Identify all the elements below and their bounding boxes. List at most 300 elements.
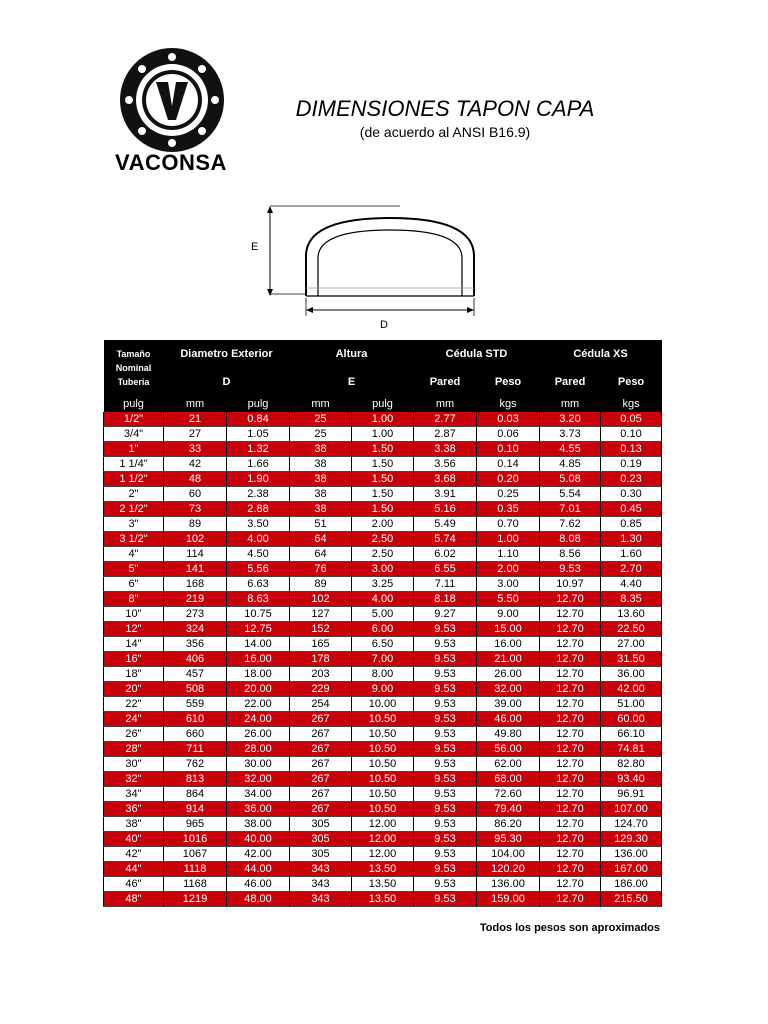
table-cell: 49.80 — [477, 727, 540, 742]
table-cell: 660 — [164, 727, 227, 742]
header-peso-xs: Peso — [601, 368, 662, 396]
table-cell: 104.00 — [477, 847, 540, 862]
table-cell: 95.30 — [477, 832, 540, 847]
table-cell: 5.54 — [540, 487, 601, 502]
table-cell: 21 — [164, 412, 227, 427]
table-row — [104, 727, 662, 742]
table-cell: 12.00 — [352, 832, 414, 847]
table-row — [104, 877, 662, 892]
table-cell: 12" — [104, 622, 164, 637]
table-cell: 22.50 — [601, 622, 662, 637]
table-cell: 3.20 — [540, 412, 601, 427]
table-cell: 3.91 — [414, 487, 477, 502]
table-cell: 3.56 — [414, 457, 477, 472]
table-cell: 1118 — [164, 862, 227, 877]
table-cell: 14.00 — [227, 637, 290, 652]
table-cell: 79.40 — [477, 802, 540, 817]
table-cell: 1 1/2" — [104, 472, 164, 487]
table-cell: 1" — [104, 442, 164, 457]
table-row — [104, 592, 662, 607]
table-cell: 18.00 — [227, 667, 290, 682]
table-cell: 48" — [104, 892, 164, 907]
table-cell: 0.10 — [601, 427, 662, 442]
table-row — [104, 577, 662, 592]
table-cell: 4.55 — [540, 442, 601, 457]
table-cell: 0.25 — [477, 487, 540, 502]
table-cell: 124.70 — [601, 817, 662, 832]
table-cell: 9.53 — [414, 742, 477, 757]
table-row — [104, 487, 662, 502]
table-cell: 32.00 — [477, 682, 540, 697]
table-cell: 267 — [290, 757, 352, 772]
cap-diagram — [240, 196, 490, 331]
page-title: DIMENSIONES TAPON CAPA — [295, 96, 595, 121]
table-cell: 273 — [164, 607, 227, 622]
table-cell: 46.00 — [477, 712, 540, 727]
table-cell: 12.70 — [540, 772, 601, 787]
table-cell: 10.50 — [352, 772, 414, 787]
brand-name: VACONSA — [115, 150, 227, 175]
table-cell: 1.50 — [352, 457, 414, 472]
table-cell: 28.00 — [227, 742, 290, 757]
table-cell: 12.70 — [540, 757, 601, 772]
table-cell: 9.53 — [414, 892, 477, 907]
table-cell: 9.53 — [414, 802, 477, 817]
table-cell: 12.70 — [540, 622, 601, 637]
table-cell: 44.00 — [227, 862, 290, 877]
table-cell: 46.00 — [227, 877, 290, 892]
table-cell: 76 — [290, 562, 352, 577]
label-e: E — [251, 241, 259, 253]
table-cell: 33 — [164, 442, 227, 457]
table-cell: 38" — [104, 817, 164, 832]
table-cell: 2.50 — [352, 547, 414, 562]
table-cell: 0.13 — [601, 442, 662, 457]
table-cell: 12.70 — [540, 892, 601, 907]
table-cell: 343 — [290, 892, 352, 907]
table-cell: 72.60 — [477, 787, 540, 802]
table-cell: 60 — [164, 487, 227, 502]
table-row — [104, 817, 662, 832]
table-cell: 24" — [104, 712, 164, 727]
table-cell: 82.80 — [601, 757, 662, 772]
table-cell: 0.05 — [601, 412, 662, 427]
table-row — [104, 457, 662, 472]
table-cell: 2.77 — [414, 412, 477, 427]
table-row — [104, 427, 662, 442]
table-cell: 10.50 — [352, 787, 414, 802]
table-cell: 68.00 — [477, 772, 540, 787]
table-cell: 4" — [104, 547, 164, 562]
unit-cell: kgs — [477, 396, 540, 412]
table-row — [104, 607, 662, 622]
table-cell: 1168 — [164, 877, 227, 892]
table-cell: 136.00 — [477, 877, 540, 892]
table-cell: 152 — [290, 622, 352, 637]
table-cell: 15.00 — [477, 622, 540, 637]
table-cell: 168 — [164, 577, 227, 592]
table-cell: 46" — [104, 877, 164, 892]
table-cell: 12.70 — [540, 592, 601, 607]
table-cell: 267 — [290, 727, 352, 742]
table-cell: 28" — [104, 742, 164, 757]
table-cell: 0.20 — [477, 472, 540, 487]
table-cell: 12.70 — [540, 607, 601, 622]
table-cell: 5.08 — [540, 472, 601, 487]
table-cell: 7.11 — [414, 577, 477, 592]
table-cell: 343 — [290, 862, 352, 877]
table-cell: 167.00 — [601, 862, 662, 877]
table-cell: 12.70 — [540, 742, 601, 757]
table-cell: 8" — [104, 592, 164, 607]
table-cell: 3" — [104, 517, 164, 532]
table-cell: 42 — [164, 457, 227, 472]
table-cell: 10.50 — [352, 757, 414, 772]
table-cell: 1.50 — [352, 487, 414, 502]
table-cell: 32" — [104, 772, 164, 787]
table-cell: 4.40 — [601, 577, 662, 592]
table-cell: 12.70 — [540, 877, 601, 892]
table-cell: 4.50 — [227, 547, 290, 562]
header-pared-xs: Pared — [540, 368, 601, 396]
table-cell: 9.53 — [414, 682, 477, 697]
table-cell: 6" — [104, 577, 164, 592]
table-cell: 12.70 — [540, 667, 601, 682]
table-cell: 229 — [290, 682, 352, 697]
table-cell: 0.06 — [477, 427, 540, 442]
table-cell: 89 — [164, 517, 227, 532]
table-cell: 9.53 — [414, 622, 477, 637]
table-cell: 38.00 — [227, 817, 290, 832]
table-cell: 30.00 — [227, 757, 290, 772]
table-cell: 1.90 — [227, 472, 290, 487]
table-cell: 1.60 — [601, 547, 662, 562]
table-cell: 0.70 — [477, 517, 540, 532]
table-cell: 13.50 — [352, 862, 414, 877]
table-cell: 1.32 — [227, 442, 290, 457]
table-cell: 120.20 — [477, 862, 540, 877]
table-cell: 762 — [164, 757, 227, 772]
table-cell: 60.00 — [601, 712, 662, 727]
table-cell: 13.50 — [352, 892, 414, 907]
table-cell: 3.73 — [540, 427, 601, 442]
table-cell: 5" — [104, 562, 164, 577]
table-cell: 12.70 — [540, 697, 601, 712]
table-cell: 610 — [164, 712, 227, 727]
table-cell: 305 — [290, 847, 352, 862]
table-cell: 186.00 — [601, 877, 662, 892]
table-cell: 9.53 — [414, 727, 477, 742]
table-cell: 36" — [104, 802, 164, 817]
table-cell: 4.85 — [540, 457, 601, 472]
table-cell: 22" — [104, 697, 164, 712]
table-cell: 32.00 — [227, 772, 290, 787]
table-cell: 914 — [164, 802, 227, 817]
table-cell: 9.00 — [477, 607, 540, 622]
table-cell: 62.00 — [477, 757, 540, 772]
table-cell: 305 — [290, 817, 352, 832]
table-cell: 3/4" — [104, 427, 164, 442]
table-cell: 178 — [290, 652, 352, 667]
table-cell: 813 — [164, 772, 227, 787]
table-cell: 9.53 — [414, 697, 477, 712]
label-d: D — [380, 319, 388, 331]
header-size: Tamaño Nominal Tuberia — [104, 340, 164, 396]
table-cell: 1.00 — [352, 412, 414, 427]
table-cell: 141 — [164, 562, 227, 577]
table-cell: 9.53 — [414, 862, 477, 877]
table-row — [104, 502, 662, 517]
table-cell: 38 — [290, 442, 352, 457]
table-row — [104, 742, 662, 757]
table-row — [104, 892, 662, 907]
table-cell: 40" — [104, 832, 164, 847]
table-cell: 22.00 — [227, 697, 290, 712]
table-cell: 9.53 — [540, 562, 601, 577]
table-cell: 42" — [104, 847, 164, 862]
table-cell: 2" — [104, 487, 164, 502]
table-cell: 3.25 — [352, 577, 414, 592]
table-cell: 10.50 — [352, 742, 414, 757]
table-cell: 0.10 — [477, 442, 540, 457]
table-cell: 12.70 — [540, 817, 601, 832]
table-row — [104, 562, 662, 577]
table-cell: 13.60 — [601, 607, 662, 622]
table-cell: 86.20 — [477, 817, 540, 832]
unit-cell: mm — [540, 396, 601, 412]
table-cell: 9.53 — [414, 652, 477, 667]
table-cell: 0.19 — [601, 457, 662, 472]
table-cell: 12.70 — [540, 862, 601, 877]
table-cell: 4.00 — [352, 592, 414, 607]
table-cell: 6.63 — [227, 577, 290, 592]
table-cell: 12.70 — [540, 727, 601, 742]
table-cell: 305 — [290, 832, 352, 847]
table-cell: 36.00 — [601, 667, 662, 682]
table-cell: 965 — [164, 817, 227, 832]
table-cell: 38 — [290, 502, 352, 517]
table-cell: 6.50 — [352, 637, 414, 652]
table-cell: 12.70 — [540, 712, 601, 727]
table-cell: 1.50 — [352, 472, 414, 487]
table-cell: 219 — [164, 592, 227, 607]
table-cell: 10" — [104, 607, 164, 622]
table-row — [104, 712, 662, 727]
table-cell: 102 — [290, 592, 352, 607]
header-e: E — [290, 368, 414, 396]
table-cell: 1.00 — [352, 427, 414, 442]
table-cell: 2 1/2" — [104, 502, 164, 517]
table-cell: 127 — [290, 607, 352, 622]
table-cell: 203 — [290, 667, 352, 682]
table-cell: 5.49 — [414, 517, 477, 532]
table-cell: 136.00 — [601, 847, 662, 862]
table-cell: 66.10 — [601, 727, 662, 742]
table-cell: 9.27 — [414, 607, 477, 622]
table-cell: 34.00 — [227, 787, 290, 802]
table-cell: 25 — [290, 412, 352, 427]
table-row — [104, 472, 662, 487]
table-row — [104, 412, 662, 427]
table-cell: 48 — [164, 472, 227, 487]
table-cell: 64 — [290, 547, 352, 562]
table-cell: 406 — [164, 652, 227, 667]
table-row — [104, 652, 662, 667]
table-cell: 267 — [290, 787, 352, 802]
table-cell: 3.00 — [477, 577, 540, 592]
table-cell: 56.00 — [477, 742, 540, 757]
table-cell: 42.00 — [227, 847, 290, 862]
table-row — [104, 667, 662, 682]
table-cell: 51 — [290, 517, 352, 532]
table-cell: 5.74 — [414, 532, 477, 547]
unit-cell: mm — [290, 396, 352, 412]
table-cell: 27 — [164, 427, 227, 442]
header-pared-std: Pared — [414, 368, 477, 396]
table-cell: 12.00 — [352, 847, 414, 862]
table-cell: 5.50 — [477, 592, 540, 607]
table-cell: 0.35 — [477, 502, 540, 517]
table-row — [104, 682, 662, 697]
table-cell: 9.53 — [414, 817, 477, 832]
table-cell: 10.50 — [352, 727, 414, 742]
table-row — [104, 697, 662, 712]
table-row — [104, 532, 662, 547]
table-cell: 2.88 — [227, 502, 290, 517]
table-cell: 16" — [104, 652, 164, 667]
table-cell: 324 — [164, 622, 227, 637]
table-cell: 12.70 — [540, 787, 601, 802]
table-cell: 107.00 — [601, 802, 662, 817]
table-cell: 38 — [290, 487, 352, 502]
table-cell: 20.00 — [227, 682, 290, 697]
table-cell: 10.00 — [352, 697, 414, 712]
table-row — [104, 622, 662, 637]
table-cell: 1.30 — [601, 532, 662, 547]
table-row — [104, 757, 662, 772]
table-row — [104, 637, 662, 652]
table-cell: 0.23 — [601, 472, 662, 487]
table-cell: 12.70 — [540, 652, 601, 667]
table-cell: 165 — [290, 637, 352, 652]
table-cell: 12.70 — [540, 847, 601, 862]
table-cell: 1.10 — [477, 547, 540, 562]
table-cell: 44" — [104, 862, 164, 877]
table-cell: 39.00 — [477, 697, 540, 712]
table-cell: 267 — [290, 712, 352, 727]
table-cell: 3.50 — [227, 517, 290, 532]
table-cell: 267 — [290, 772, 352, 787]
table-cell: 10.97 — [540, 577, 601, 592]
unit-cell: pulg — [104, 396, 164, 412]
table-cell: 8.63 — [227, 592, 290, 607]
table-cell: 3 1/2" — [104, 532, 164, 547]
table-cell: 5.00 — [352, 607, 414, 622]
unit-cell: pulg — [227, 396, 290, 412]
table-cell: 9.53 — [414, 712, 477, 727]
table-cell: 343 — [290, 877, 352, 892]
table-cell: 10.50 — [352, 712, 414, 727]
table-cell: 12.70 — [540, 682, 601, 697]
table-cell: 8.00 — [352, 667, 414, 682]
table-cell: 9.00 — [352, 682, 414, 697]
table-cell: 9.53 — [414, 637, 477, 652]
header-outer-diameter: Diametro Exterior — [164, 340, 290, 368]
table-row — [104, 442, 662, 457]
table-cell: 93.40 — [601, 772, 662, 787]
table-cell: 12.75 — [227, 622, 290, 637]
table-cell: 12.00 — [352, 817, 414, 832]
table-cell: 1219 — [164, 892, 227, 907]
table-cell: 26.00 — [227, 727, 290, 742]
table-cell: 6.55 — [414, 562, 477, 577]
table-cell: 3.68 — [414, 472, 477, 487]
table-cell: 9.53 — [414, 877, 477, 892]
table-row — [104, 847, 662, 862]
table-cell: 114 — [164, 547, 227, 562]
table-cell: 36.00 — [227, 802, 290, 817]
table-cell: 8.08 — [540, 532, 601, 547]
table-cell: 13.50 — [352, 877, 414, 892]
table-row — [104, 772, 662, 787]
table-cell: 24.00 — [227, 712, 290, 727]
table-cell: 1.66 — [227, 457, 290, 472]
header-d: D — [164, 368, 290, 396]
table-cell: 2.00 — [477, 562, 540, 577]
table-cell: 30" — [104, 757, 164, 772]
table-cell: 1.05 — [227, 427, 290, 442]
table-cell: 2.38 — [227, 487, 290, 502]
table-cell: 2.00 — [352, 517, 414, 532]
table-cell: 3.00 — [352, 562, 414, 577]
table-cell: 3.38 — [414, 442, 477, 457]
header-peso-std: Peso — [477, 368, 540, 396]
table-cell: 40.00 — [227, 832, 290, 847]
table-cell: 1 1/4" — [104, 457, 164, 472]
table-cell: 8.18 — [414, 592, 477, 607]
table-cell: 31.50 — [601, 652, 662, 667]
table-cell: 73 — [164, 502, 227, 517]
unit-cell: pulg — [352, 396, 414, 412]
footer-note: Todos los pesos son aproximados — [479, 922, 660, 934]
table-cell: 18" — [104, 667, 164, 682]
table-cell: 267 — [290, 802, 352, 817]
table-cell: 51.00 — [601, 697, 662, 712]
table-cell: 21.00 — [477, 652, 540, 667]
table-cell: 0.84 — [227, 412, 290, 427]
table-cell: 96.91 — [601, 787, 662, 802]
table-cell: 12.70 — [540, 637, 601, 652]
table-cell: 356 — [164, 637, 227, 652]
table-cell: 16.00 — [227, 652, 290, 667]
table-cell: 6.02 — [414, 547, 477, 562]
table-cell: 254 — [290, 697, 352, 712]
table-body — [104, 412, 662, 907]
table-row — [104, 802, 662, 817]
table-cell: 8.35 — [601, 592, 662, 607]
table-cell: 9.53 — [414, 832, 477, 847]
table-cell: 14" — [104, 637, 164, 652]
table-cell: 0.45 — [601, 502, 662, 517]
table-cell: 2.50 — [352, 532, 414, 547]
table-cell: 16.00 — [477, 637, 540, 652]
table-cell: 2.70 — [601, 562, 662, 577]
unit-cell: mm — [414, 396, 477, 412]
table-cell: 508 — [164, 682, 227, 697]
unit-cell: mm — [164, 396, 227, 412]
table-cell: 7.00 — [352, 652, 414, 667]
table-cell: 48.00 — [227, 892, 290, 907]
